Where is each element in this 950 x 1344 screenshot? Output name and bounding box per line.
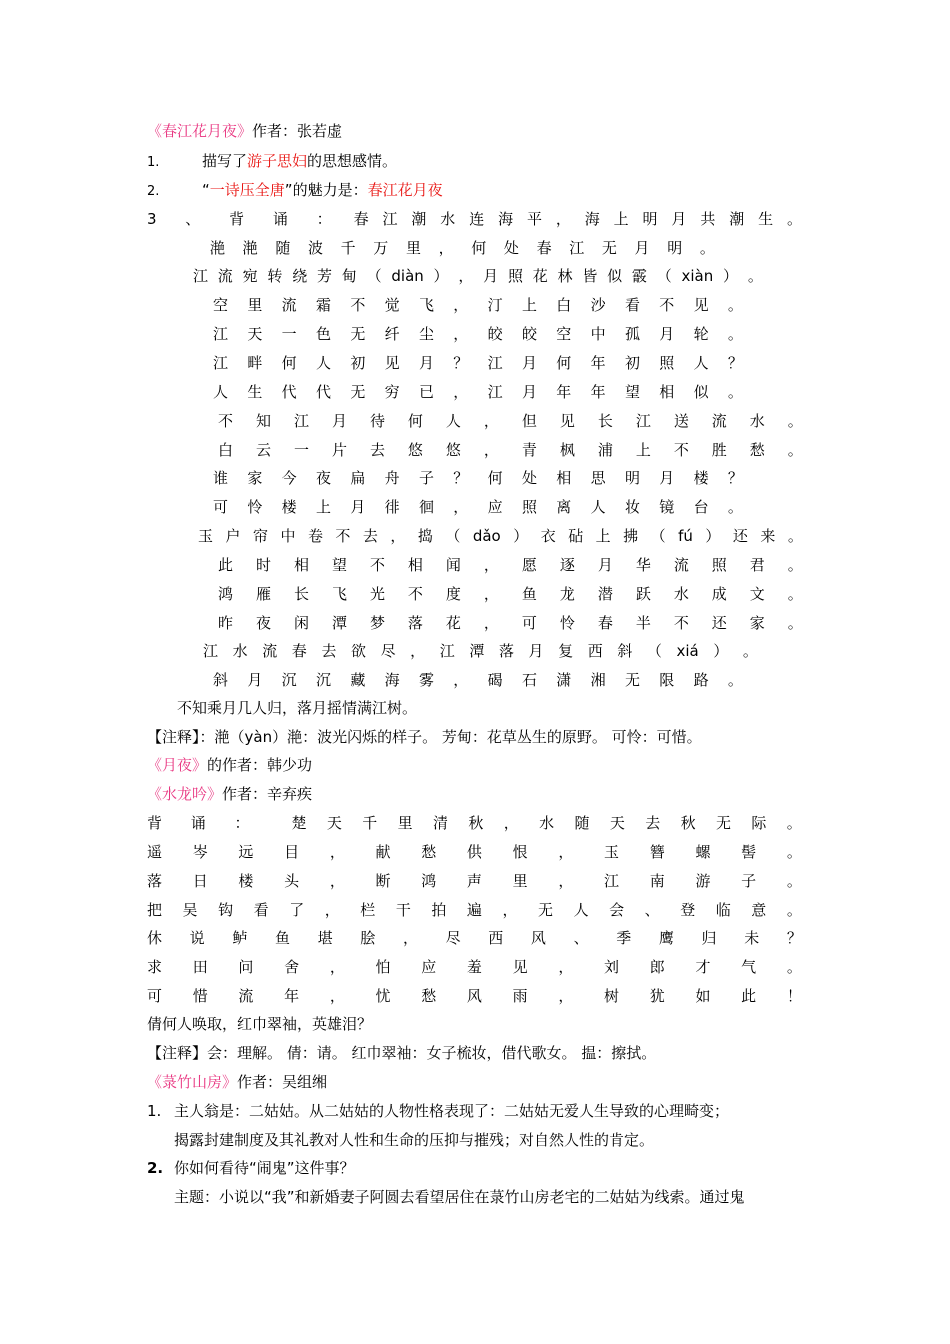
recite-line	[147, 209, 802, 229]
poem-line: 斜 月 沉 沉 藏 海 雾 ， 碣 石 潇 湘 无 限 路 。	[213, 671, 743, 689]
poem-title: 《水龙吟》	[147, 785, 223, 803]
poem-line: 休 说 鲈 鱼 堪 脍 ， 尽 西 风 、 季 鹰 归 未 ？	[147, 929, 802, 947]
poem-line: 空 里 流 霜 不 觉 飞 ， 汀 上 白 沙 看 不 见 。	[213, 296, 743, 314]
poem-title: 《春江花月夜》	[147, 122, 253, 140]
poem-line: 可 惜 流 年 ， 忧 愁 风 雨 ， 树 犹 如 此 ！	[147, 987, 802, 1005]
poem-line: 遥 岑 远 目 ， 献 愁 供 恨 ， 玉 簪 螺 髻 。	[147, 843, 802, 861]
recite-label: 背 诵 ：	[147, 814, 262, 832]
section-title-line	[147, 784, 312, 804]
poem-line: 江 天 一 色 无 纤 尘 ， 皎 皎 空 中 孤 月 轮 。	[213, 325, 743, 343]
item-1: 1. 主人翁是：二姑姑。从二姑姑的人物性格表现了：二姑姑无爱人生导致的心理畸变；	[147, 1102, 730, 1120]
work-title: 《月夜》	[147, 756, 208, 774]
poem-line: 楚 天 千 里 清 秋 ， 水 随 天 去 秋 无 际 。	[291, 814, 802, 832]
annotation: 【注释】会：理解。 倩：请。 红巾翠袖：女子梳妆，借代歌女。 揾：擦拭。	[147, 1044, 657, 1062]
theme-text: 主题：小说以“我”和新婚妻子阿圆去看望居住在菉竹山房老宅的二姑姑为线索。通过鬼	[174, 1188, 745, 1206]
poem-line: 求 田 问 舍 ， 怕 应 羞 见 ， 刘 郎 才 气 。	[147, 958, 802, 976]
poem-line: 可 怜 楼 上 月 徘 徊 ， 应 照 离 人 妆 镜 台 。	[213, 498, 743, 516]
item-1: 1. 描写了游子思妇的思想感情。	[147, 152, 398, 170]
poem-line: 玉 户 帘 中 卷 不 去 ， 捣 （ dǎo ） 衣 砧 上 拂 （ fú ） 还 来 。	[198, 527, 803, 545]
poem-line: 江 畔 何 人 初 见 月 ？ 江 月 何 年 初 照 人 ？	[213, 354, 743, 372]
author-label: 作者：辛弃疾	[222, 785, 313, 803]
poem-line: 谁 家 今 夜 扁 舟 子 ？ 何 处 相 思 明 月 楼 ？	[213, 469, 743, 487]
poem-line: 春 江 潮 水 连 海 平 ， 海 上 明 月 共 潮 生 。	[353, 210, 802, 228]
poem-line: 落 日 楼 头 ， 断 鸿 声 里 ， 江 南 游 子 。	[147, 872, 802, 890]
work-title: 《菉竹山房》	[147, 1073, 238, 1091]
item-2: 2. “一诗压全唐”的魅力是：春江花月夜	[147, 181, 443, 199]
poem-line: 不知乘月几人归，落月摇情满江树。	[177, 699, 418, 717]
poem-line: 不 知 江 月 待 何 人 ， 但 见 长 江 送 流 水 。	[218, 412, 803, 430]
section-title-line	[147, 121, 342, 141]
recite-line	[147, 813, 802, 833]
poem-line: 倩何人唤取，红巾翠袖，英雄泪？	[147, 1015, 373, 1033]
poem-line: 江 水 流 春 去 欲 尽 ， 江 潭 落 月 复 西 斜 （ xiá ） 。	[203, 642, 758, 660]
poem-line: 人 生 代 代 无 穷 已 ， 江 月 年 年 望 相 似 。	[213, 383, 743, 401]
poem-line: 江 流 宛 转 绕 芳 甸 （ diàn ） ， 月 照 花 林 皆 似 霰 （ xiàn ） 。	[193, 267, 763, 285]
author-label: 的作者：韩少功	[207, 756, 313, 774]
poem-line: 鸿 雁 长 飞 光 不 度 ， 鱼 龙 潜 跃 水 成 文 。	[218, 585, 803, 603]
recite-label: 3 、 背 诵 ：	[147, 210, 344, 228]
section-title-line	[147, 1072, 327, 1092]
poem-line: 白 云 一 片 去 悠 悠 ， 青 枫 浦 上 不 胜 愁 。	[218, 441, 803, 459]
poem-line: 滟 滟 随 波 千 万 里 ， 何 处 春 江 无 月 明 。	[210, 239, 715, 257]
poem-line: 昨 夜 闲 潭 梦 落 花 ， 可 怜 春 半 不 还 家 。	[218, 614, 803, 632]
item-2: 2. 你如何看待“闹鬼”这件事？	[147, 1159, 355, 1177]
poem-line: 把 吴 钩 看 了 ， 栏 干 拍 遍 ， 无 人 会 、 登 临 意 。	[147, 901, 802, 919]
section-title-line	[147, 755, 312, 775]
author-label: 作者：吴组缃	[237, 1073, 328, 1091]
annotation: 【注释】：滟（yàn）滟：波光闪烁的样子。 芳甸：花草丛生的原野。 可怜：可惜。	[147, 728, 702, 746]
poem-line: 此 时 相 望 不 相 闻 ， 愿 逐 月 华 流 照 君 。	[218, 556, 803, 574]
item-1-cont: 揭露封建制度及其礼教对人性和生命的压抑与摧残；对自然人性的肯定。	[174, 1131, 655, 1149]
author-label: 作者：张若虚	[252, 122, 343, 140]
